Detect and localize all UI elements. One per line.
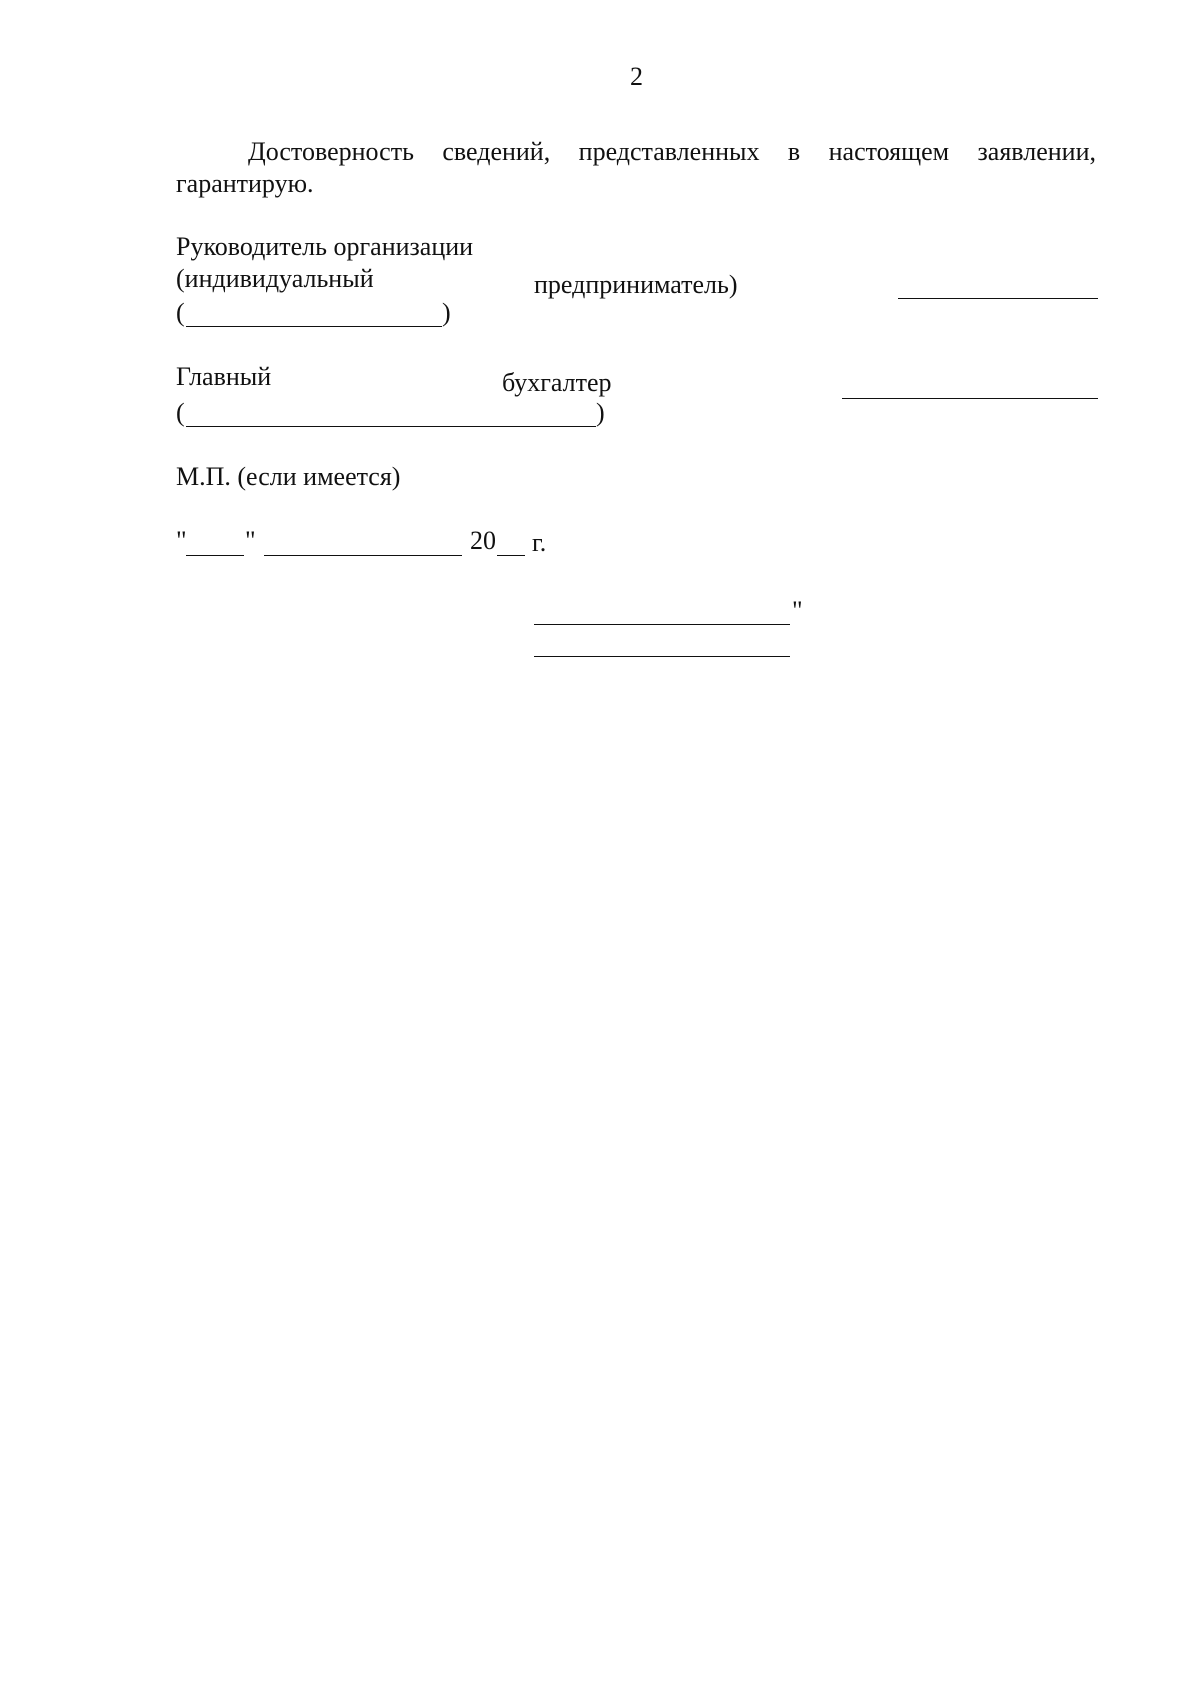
- date-quote-close: ": [245, 526, 256, 555]
- head-title: Руководитель организации: [176, 232, 474, 261]
- stamp-label: М.П. (если имеется): [176, 462, 401, 491]
- accountant-close-paren: ): [596, 398, 605, 427]
- head-signature-line: [898, 298, 1098, 299]
- head-line2-left: (индивидуальный: [176, 264, 374, 293]
- accountant-word-1: Главный: [176, 362, 272, 391]
- date-year-suffix: г.: [532, 528, 547, 557]
- accountant-open-paren: (: [176, 398, 185, 427]
- statement-line-1: Достоверность сведений, представленных в настоящем заявлении,: [248, 137, 1096, 166]
- statement-paragraph: [176, 136, 1096, 200]
- date-day-line: [186, 555, 244, 556]
- accountant-name-line: [186, 426, 596, 427]
- date-quote-open: ": [176, 526, 187, 555]
- date-year-line: [497, 555, 525, 556]
- head-line2-right: предприниматель): [534, 270, 738, 299]
- date-month-line: [264, 555, 462, 556]
- date-year-prefix: 20: [470, 526, 496, 555]
- accountant-word-2: бухгалтер: [502, 368, 612, 397]
- head-close-paren: ): [442, 298, 451, 327]
- head-open-paren: (: [176, 298, 185, 327]
- accountant-signature-line: [842, 398, 1098, 399]
- extra-line-1: [534, 624, 790, 625]
- page-number: 2: [630, 62, 643, 91]
- extra-quote: ": [792, 596, 803, 625]
- statement-line-2: гарантирую.: [176, 169, 314, 198]
- head-name-line: [186, 326, 442, 327]
- extra-line-2: [534, 656, 790, 657]
